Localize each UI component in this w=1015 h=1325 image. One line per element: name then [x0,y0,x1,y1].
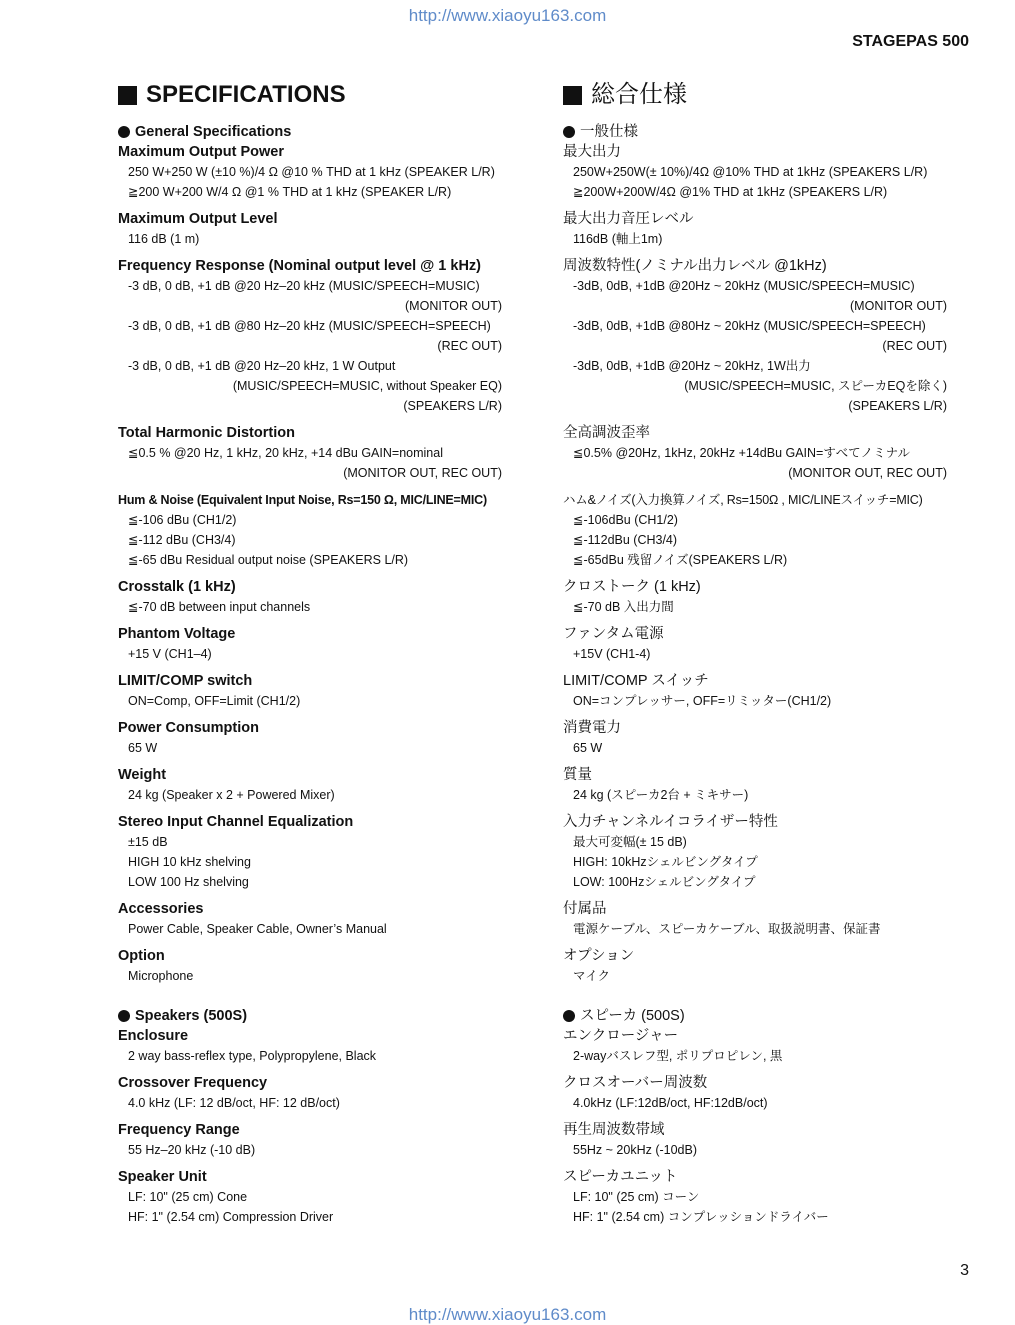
spec-title: 入力チャンネルイコライザー特性 [563,814,778,830]
spec-value: ≦-65dBu 残留ノイズ(SPEAKERS L/R) [573,553,788,567]
group-title [118,122,502,142]
spec-value: ≦0.5 % @20 Hz, 1 kHz, 20 kHz, +14 dBu GAIN=nominal [128,446,443,460]
spec-item [118,946,502,986]
spec-title: Enclosure [118,1028,189,1044]
spec-value: ≧200W+200W/4Ω @1% THD at 1kHz (SPEAKERS L/R) [573,185,888,199]
spec-item [563,899,947,939]
spec-value: LOW: 100Hzシェルビングタイプ [573,875,756,889]
spec-item [563,1167,947,1227]
bullet-dot-icon [118,1010,130,1022]
spec-value: -3dB, 0dB, +1dB @20Hz ~ 20kHz, 1W出力 [573,359,811,373]
spec-title: LIMIT/COMP スイッチ [563,673,709,689]
spec-value: ≦0.5% @20Hz, 1kHz, 20kHz +14dBu GAIN=すべてノミナル [573,446,910,460]
spec-title: Power Consumption [118,720,259,736]
section-title [118,78,502,112]
spec-item [563,812,947,892]
spec-value: HF: 1" (2.54 cm) コンプレッションドライバー [573,1210,829,1224]
spec-value: 116dB (軸上1m) [573,232,663,246]
spec-title: Crosstalk (1 kHz) [118,579,236,595]
spec-value: +15 V (CH1–4) [128,647,212,661]
spec-value: ≦-112dBu (CH3/4) [573,533,678,547]
spec-value: ON=Comp, OFF=Limit (CH1/2) [128,694,301,708]
spec-value: (MONITOR OUT, REC OUT) [788,466,947,480]
spec-item [118,765,502,805]
spec-title: Frequency Response (Nominal output level @ 1 kHz) [118,258,482,274]
spec-value: Microphone [128,969,194,983]
bullet-dot-icon [118,126,130,138]
spec-value: (REC OUT) [882,339,947,353]
spec-title: Crossover Frequency [118,1075,268,1091]
spec-value: -3dB, 0dB, +1dB @20Hz ~ 20kHz (MUSIC/SPEECH=MUSIC) [573,279,915,293]
spec-title: 全高調波歪率 [563,425,650,441]
spec-item [563,423,947,483]
spec-value: Power Cable, Speaker Cable, Owner’s Manual [128,922,387,936]
spec-title: Hum & Noise (Equivalent Input Noise, Rs=150 Ω, MIC/LINE=MIC) [118,493,487,507]
footer-url[interactable]: http://www.xiaoyu163.com [408,1305,607,1324]
group-title [563,122,947,142]
spec-list [563,142,947,986]
spec-item [118,423,502,483]
spec-item [563,946,947,986]
spec-value: ≦-112 dBu (CH3/4) [128,533,236,547]
group-title-text: スピーカ (500S) [580,1008,685,1024]
spec-value: HF: 1" (2.54 cm) Compression Driver [128,1210,334,1224]
spec-value: 250 W+250 W (±10 %)/4 Ω @10 % THD at 1 kHz (SPEAKER L/R) [128,165,495,179]
spec-title: Frequency Range [118,1122,240,1138]
spec-item [118,577,502,617]
spec-item [563,209,947,249]
spec-item [563,671,947,711]
spec-title: Speaker Unit [118,1169,207,1185]
spec-item [118,1073,502,1113]
group-title-text: General Specifications [135,124,292,140]
spec-title: 最大出力音圧レベル [563,211,694,227]
spec-value: ±15 dB [128,835,168,849]
spec-item [563,142,947,202]
spec-value: マイク [573,969,611,983]
spec-list [118,142,502,986]
spec-value: 55Hz ~ 20kHz (-10dB) [573,1143,698,1157]
spec-value: (MUSIC/SPEECH=MUSIC, スピーカEQを除く) [684,379,947,393]
spec-title: クロストーク (1 kHz) [563,579,701,595]
spec-item [118,1120,502,1160]
spec-value: 250W+250W(± 10%)/4Ω @10% THD at 1kHz (SPEAKERS L/R) [573,165,928,179]
spec-value: (SPEAKERS L/R) [403,399,502,413]
spec-value: 電源ケーブル、スピーカケーブル、取扱説明書、保証書 [573,922,881,936]
spec-value: +15V (CH1-4) [573,647,651,661]
spec-value: 55 Hz–20 kHz (-10 dB) [128,1143,256,1157]
spec-value: ≦-106dBu (CH1/2) [573,513,678,527]
group-title-text: 一般仕様 [580,124,638,140]
spec-item [118,671,502,711]
spec-title: 消費電力 [563,720,621,736]
spec-value: 24 kg (スピーカ2台 + ミキサー) [573,788,749,802]
spec-item [563,256,947,416]
spec-title: Phantom Voltage [118,626,236,642]
spec-item [118,1026,502,1066]
spec-item [563,765,947,805]
spec-title: Accessories [118,901,204,917]
spec-title: 質量 [563,767,592,783]
spec-value: HIGH: 10kHzシェルビングタイプ [573,855,758,869]
speaker-specs [563,1006,947,1227]
spec-value: (MUSIC/SPEECH=MUSIC, without Speaker EQ) [232,379,502,393]
spec-item [118,256,502,416]
spec-item [563,577,947,617]
spec-item [118,899,502,939]
spec-value: (MONITOR OUT) [850,299,947,313]
square-bullet-icon [118,86,137,105]
model-name: STAGEPAS 500 [852,33,969,50]
spec-value: ≧200 W+200 W/4 Ω @1 % THD at 1 kHz (SPEAKER L/R) [128,185,452,199]
spec-title: Weight [118,767,167,783]
spec-item [118,624,502,664]
spec-value: 65 W [128,741,158,755]
general-specs [563,122,947,986]
section-title-text: 総合仕様 [591,81,687,108]
spec-title: クロスオーバー周波数 [563,1075,708,1091]
page-number: 3 [960,1262,969,1279]
group-title [563,1006,947,1026]
spec-value: (MONITOR OUT, REC OUT) [343,466,502,480]
spec-value: ≦-106 dBu (CH1/2) [128,513,237,527]
spec-value: 4.0kHz (LF:12dB/oct, HF:12dB/oct) [573,1096,768,1110]
spec-value: (REC OUT) [437,339,502,353]
spec-value: -3dB, 0dB, +1dB @80Hz ~ 20kHz (MUSIC/SPEECH=SPEECH) [573,319,926,333]
square-bullet-icon [563,86,582,105]
speaker-specs [118,1006,502,1227]
spec-item [563,490,947,570]
spec-value: (MONITOR OUT) [405,299,502,313]
spec-title: Maximum Output Level [118,211,278,227]
spec-value: 2 way bass-reflex type, Polypropylene, Black [128,1049,377,1063]
spec-value: (SPEAKERS L/R) [848,399,947,413]
bullet-dot-icon [563,1010,575,1022]
spec-value: LF: 10" (25 cm) コーン [573,1190,700,1204]
spec-title: Maximum Output Power [118,144,284,160]
spec-value: HIGH 10 kHz shelving [128,855,251,869]
spec-title: 周波数特性(ノミナル出力レベル @1kHz) [563,258,827,274]
spec-title: 再生周波数帯域 [563,1122,665,1138]
spec-title: エンクロージャー [563,1028,679,1044]
spec-value: LF: 10" (25 cm) Cone [128,1190,248,1204]
spec-value: 65 W [573,741,603,755]
spec-title: ファンタム電源 [563,626,664,642]
bullet-dot-icon [563,126,575,138]
spec-item [118,142,502,202]
spec-title: ハム&ノイズ(入力換算ノイズ, Rs=150Ω , MIC/LINEスイッチ=MIC) [563,493,923,507]
spec-item [118,209,502,249]
spec-item [118,490,502,570]
spec-title: Option [118,948,165,964]
spec-item [563,624,947,664]
spec-value: -3 dB, 0 dB, +1 dB @20 Hz–20 kHz, 1 W Output [128,359,396,373]
spec-item [563,1120,947,1160]
group-title [118,1006,502,1026]
spec-value: 24 kg (Speaker x 2 + Powered Mixer) [128,788,335,802]
spec-value: ON=コンプレッサー, OFF=リミッター(CH1/2) [573,694,832,708]
spec-value: -3 dB, 0 dB, +1 dB @20 Hz–20 kHz (MUSIC/SPEECH=MUSIC) [128,279,480,293]
spec-value: 4.0 kHz (LF: 12 dB/oct, HF: 12 dB/oct) [128,1096,340,1110]
spec-item [118,812,502,892]
spec-list [118,1026,502,1227]
spec-value: ≦-70 dB between input channels [128,600,311,614]
spec-list [563,1026,947,1227]
general-specs [118,122,502,986]
header-url[interactable]: http://www.xiaoyu163.com [408,6,607,25]
spec-item [118,1167,502,1227]
spec-item [563,1026,947,1066]
spec-title: 付属品 [563,901,607,917]
spec-title: オプション [563,948,635,964]
spec-value: 116 dB (1 m) [128,232,200,246]
spec-title: Total Harmonic Distortion [118,425,295,441]
spec-value: ≦-70 dB 入出力間 [573,600,674,614]
column-japanese [563,78,947,1227]
spec-title: LIMIT/COMP switch [118,673,253,689]
column-english [118,78,502,1227]
spec-title: Stereo Input Channel Equalization [118,814,354,830]
spec-value: 2-wayバスレフ型, ポリプロピレン, 黒 [573,1049,783,1063]
section-title [563,78,947,112]
spec-item [563,718,947,758]
group-title-text: Speakers (500S) [135,1008,248,1024]
spec-value: ≦-65 dBu Residual output noise (SPEAKERS L/R) [128,553,409,567]
spec-item [563,1073,947,1113]
spec-item [118,718,502,758]
spec-value: LOW 100 Hz shelving [128,875,249,889]
spec-value: -3 dB, 0 dB, +1 dB @80 Hz–20 kHz (MUSIC/SPEECH=SPEECH) [128,319,491,333]
spec-title: 最大出力 [563,144,621,160]
spec-title: スピーカユニット [563,1169,678,1185]
spec-value: 最大可変幅(± 15 dB) [573,835,687,849]
section-title-text: SPECIFICATIONS [146,81,346,108]
